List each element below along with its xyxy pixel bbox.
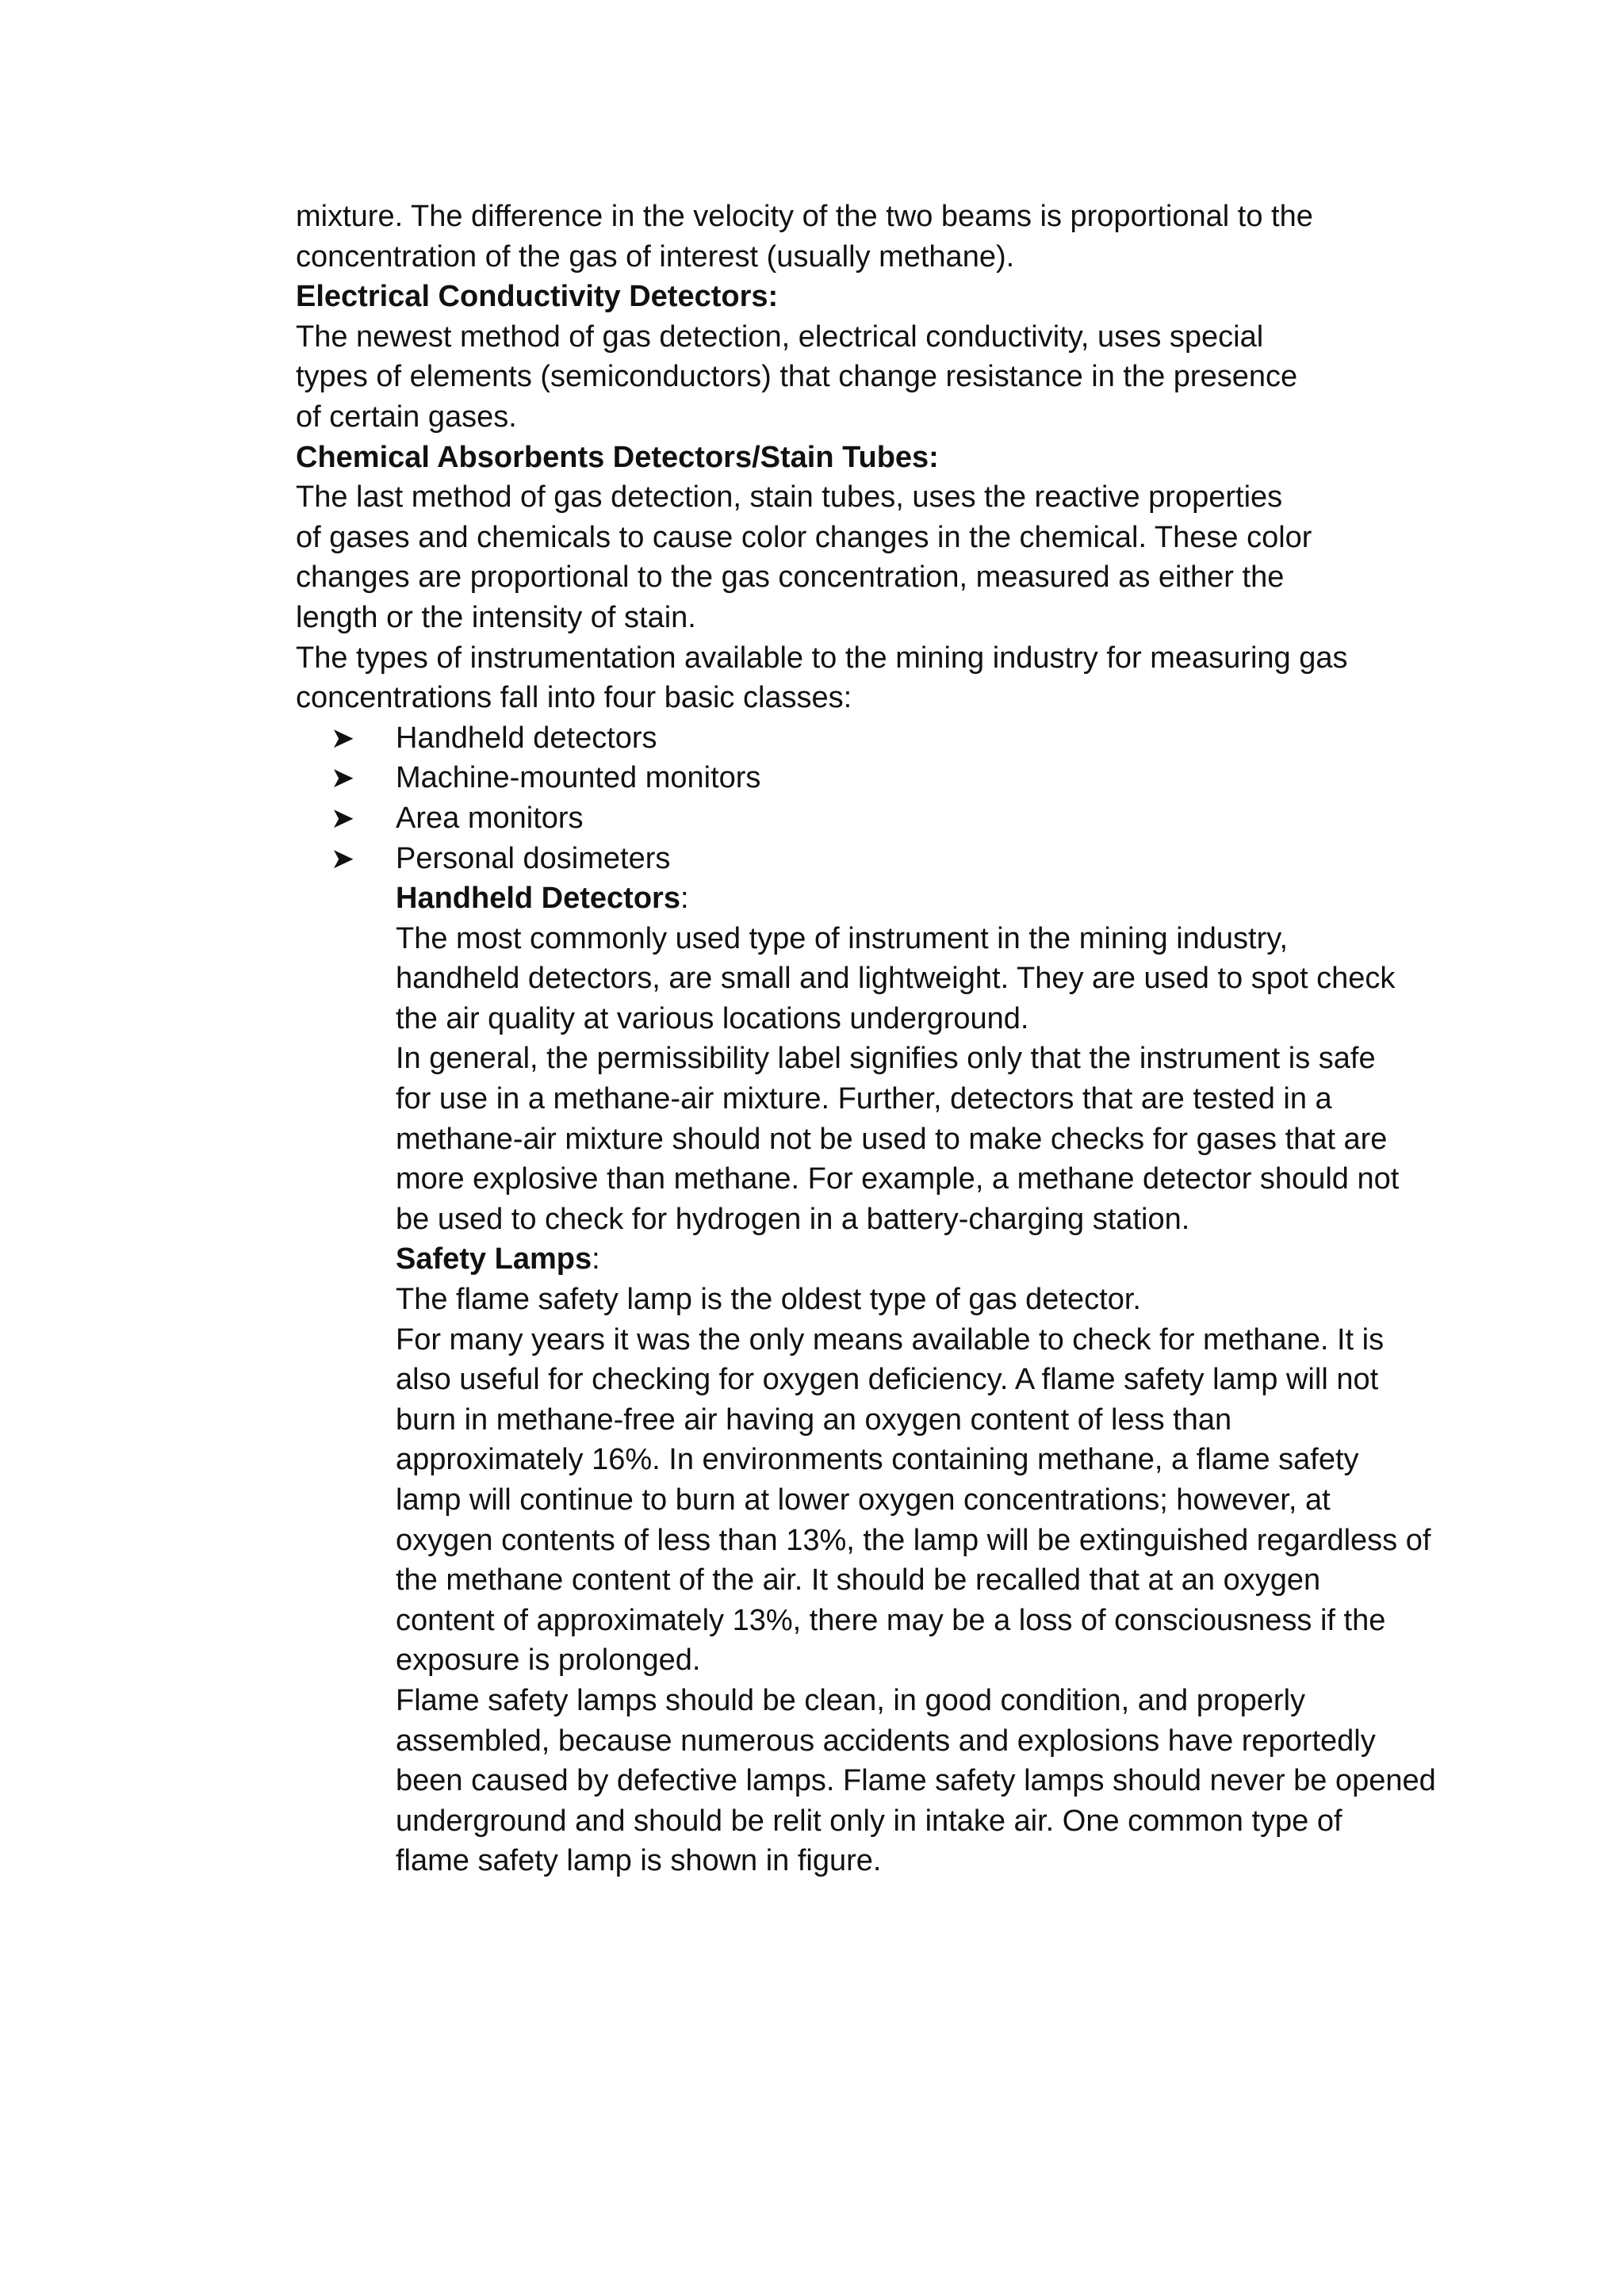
safety-line: approximately 16%. In environments containing methane, a flame safety (396, 1443, 1359, 1477)
arrow-bullet-icon: ➤ (331, 841, 355, 874)
handheld-detectors-heading (396, 878, 1446, 919)
intro-line: mixture. The difference in the velocity of the two beams is proportional to the (296, 200, 1313, 233)
safety-line: burn in methane-free air having an oxygen content of less than (396, 1402, 1232, 1437)
safety-line: The flame safety lamp is the oldest type of gas detector. (396, 1283, 1141, 1317)
handheld-line: more explosive than methane. For example, a methane detector should not (396, 1162, 1400, 1196)
arrow-bullet-icon: ➤ (331, 801, 355, 834)
instrument-classes-list (296, 718, 1446, 878)
handheld-line: be used to check for hydrogen in a battery-charging station. (396, 1202, 1190, 1236)
handheld-line: In general, the permissibility label signifies only that the instrument is safe (396, 1042, 1376, 1076)
electrical-line: types of elements (semiconductors) that change resistance in the presence (296, 360, 1298, 394)
chemical-line: The last method of gas detection, stain tubes, uses the reactive properties (296, 480, 1283, 515)
chemical-line: The types of instrumentation available to the mining industry for measuring gas (296, 641, 1348, 675)
list-item (296, 798, 1446, 839)
list-item-label: Handheld detectors (396, 721, 657, 755)
safety-line: assembled, because numerous accidents and explosions have reportedly (396, 1724, 1376, 1758)
handheld-line: handheld detectors, are small and lightweight. They are used to spot check (396, 962, 1396, 996)
list-item-label: Machine-mounted monitors (396, 761, 761, 795)
safety-line: exposure is prolonged. (396, 1644, 701, 1678)
handheld-line: methane-air mixture should not be used to make checks for gases that are (396, 1122, 1388, 1156)
chemical-line: concentrations fall into four basic classes: (296, 681, 852, 715)
chemical-line: of gases and chemicals to cause color changes in the chemical. These color (296, 520, 1312, 554)
safety-line: content of approximately 13%, there may be a loss of consciousness if the (396, 1603, 1386, 1637)
list-item (296, 839, 1446, 879)
electrical-line: of certain gases. (296, 400, 517, 434)
list-item-label: Area monitors (396, 801, 584, 835)
chemical-absorbents-heading: Chemical Absorbents Detectors/Stain Tubes: (296, 440, 939, 474)
heading-colon: : (592, 1242, 600, 1276)
arrow-bullet-icon: ➤ (331, 721, 355, 754)
safety-line: Flame safety lamps should be clean, in good condition, and properly (396, 1683, 1306, 1717)
list-item (296, 718, 1446, 759)
handheld-heading-text: Handheld Detectors (396, 882, 680, 916)
safety-line: oxygen contents of less than 13%, the lamp will be extinguished regardless of (396, 1523, 1431, 1557)
handheld-line: The most commonly used type of instrument in the mining industry, (396, 921, 1289, 955)
safety-line: flame safety lamp is shown in figure. (396, 1844, 882, 1878)
safety-line: underground and should be relit only in intake air. One common type of (396, 1804, 1342, 1838)
safety-heading-text: Safety Lamps (396, 1242, 592, 1276)
safety-lamps-heading (396, 1239, 1446, 1280)
safety-line: lamp will continue to burn at lower oxygen concentrations; however, at (396, 1483, 1331, 1517)
handheld-line: the air quality at various locations underground. (396, 1001, 1029, 1035)
safety-line: also useful for checking for oxygen deficiency. A flame safety lamp will not (396, 1363, 1379, 1397)
safety-line: For many years it was the only means available to check for methane. It is (396, 1322, 1385, 1357)
list-item (296, 758, 1446, 798)
document-body (296, 197, 1446, 1881)
intro-line: concentration of the gas of interest (usually methane). (296, 239, 1015, 274)
heading-colon: : (680, 882, 689, 916)
chemical-line: changes are proportional to the gas concentration, measured as either the (296, 561, 1285, 595)
safety-line: been caused by defective lamps. Flame safety lamps should never be opened (396, 1764, 1436, 1798)
electrical-line: The newest method of gas detection, electrical conductivity, uses special (296, 320, 1264, 354)
handheld-section (296, 878, 1446, 1881)
handheld-line: for use in a methane-air mixture. Further, detectors that are tested in a (396, 1082, 1332, 1116)
list-item-label: Personal dosimeters (396, 841, 671, 875)
chemical-line: length or the intensity of stain. (296, 600, 696, 634)
arrow-bullet-icon: ➤ (331, 761, 355, 794)
electrical-conductivity-heading: Electrical Conductivity Detectors: (296, 280, 779, 314)
safety-line: the methane content of the air. It should be recalled that at an oxygen (396, 1563, 1321, 1598)
